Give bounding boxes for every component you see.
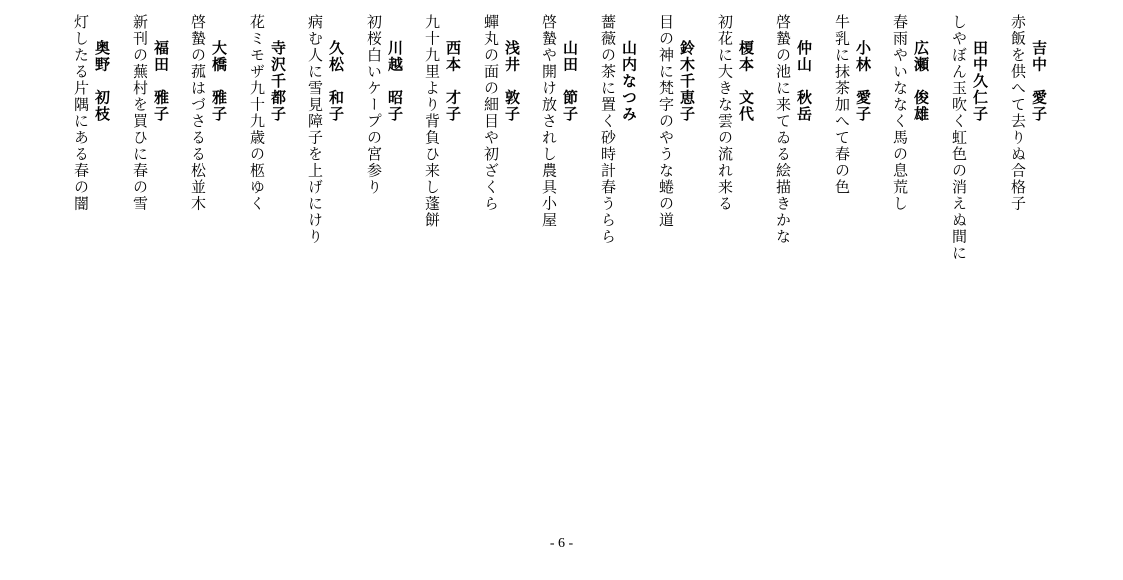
haiku-line: 病む人に雪見障子を上げにけり: [306, 14, 324, 245]
author-name: 福田 雅子: [152, 40, 170, 123]
author-name: 榎本 文代: [737, 40, 755, 123]
author-name: 大橋 雅子: [210, 40, 228, 123]
author-name: 小林 愛子: [854, 40, 872, 123]
haiku-line: 灯したる片隅にある春の闇: [72, 14, 90, 212]
haiku-line: 目の神に梵字のやうな蜷の道: [657, 14, 675, 229]
haiku-line: 啓蟄や開け放されし農具小屋: [540, 14, 558, 229]
haiku-line: 初桜白いケープの宮参り: [365, 14, 383, 196]
author-name: 奥野 初枝: [93, 40, 111, 123]
haiku-line: 赤飯を供へて去りぬ合格子: [1009, 14, 1027, 212]
author-name: 吉中 愛子: [1030, 40, 1048, 123]
haiku-line: 薔薇の茶に置く砂時計春うらら: [599, 14, 617, 245]
author-name: 久松 和子: [327, 40, 345, 123]
page-number: - 6 -: [549, 536, 574, 551]
author-name: 田中久仁子: [971, 40, 989, 123]
haiku-line: 花ミモザ九十九歳の柩ゆく: [248, 14, 266, 212]
author-name: 仲山 秋岳: [795, 40, 813, 123]
haiku-line: 啓蟄の菰はづさるる松並木: [189, 14, 207, 212]
author-name: 川越 昭子: [386, 40, 404, 123]
haiku-line: 牛乳に抹茶加へて春の色: [833, 14, 851, 196]
haiku-line: 九十九里より背負ひ来し蓬餅: [423, 14, 441, 229]
author-name: 広瀬 俊雄: [912, 40, 930, 123]
haiku-line: 春雨やいななく馬の息荒し: [891, 14, 909, 212]
haiku-line: 啓蟄の池に来てゐる絵描きかな: [774, 14, 792, 245]
haiku-line: 初花に大きな雲の流れ来る: [716, 14, 734, 212]
haiku-line: しやぼん玉吹く虹色の消えぬ間に: [950, 14, 968, 262]
haiku-line: 新刊の蕪村を買ひに春の雪: [131, 14, 149, 212]
author-name: 鈴木千恵子: [678, 40, 696, 123]
author-name: 山内なつみ: [620, 40, 638, 123]
author-name: 西本 才子: [444, 40, 462, 123]
author-name: 山田 節子: [561, 40, 579, 123]
author-name: 寺沢千都子: [269, 40, 287, 123]
author-name: 浅井 敦子: [503, 40, 521, 123]
haiku-line: 蟬丸の面の細目や初ざくら: [482, 14, 500, 212]
